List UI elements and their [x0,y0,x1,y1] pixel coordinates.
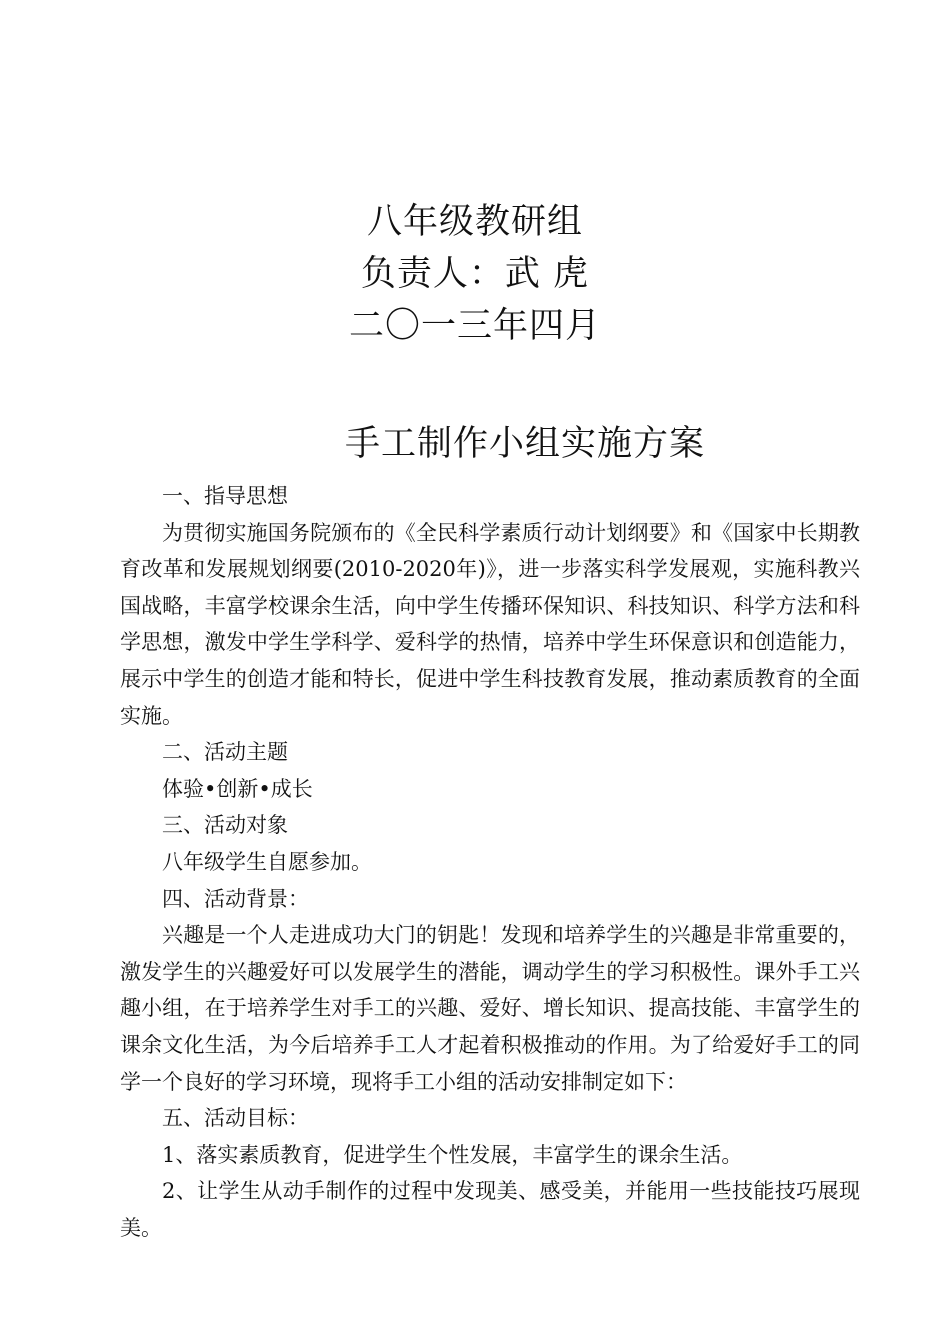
section-heading-background: 四、活动背景： [162,886,309,911]
document-body [120,478,860,1246]
paragraph-background: 兴趣是一个人走进成功大门的钥匙！发现和培养学生的兴趣是非常重要的，激发学生的兴趣爱好可以发展学生的潜能，调动学生的学习积极性。课外手工兴趣小组，在于培养学生对手工的兴趣、爱好、增长知识、提高技能、丰富学生的课余文化生活，为今后培养手工人才起着积极推动的作用。为了给爱好手工的同学一个良好的学习环境，现将手工小组的活动安排制定如下： [120,923,860,1094]
cover-leader: 负责人：武 虎 [360,254,590,294]
document-title: 手工制作小组实施方案 [344,424,705,464]
paragraph-theme: 体验•创新•成长 [162,776,313,801]
goal-item-2: 2、让学生从动手制作的过程中发现美、感受美，并能用一些技能技巧展现美。 [120,1179,860,1240]
goal-item-1: 1、落实素质教育，促进学生个性发展，丰富学生的课余生活。 [162,1142,743,1167]
paragraph-guiding-thought: 为贯彻实施国务院颁布的《全民科学素质行动计划纲要》和《国家中长期教育改革和发展规划纲要(2010-2020年)》，进一步落实科学发展观，实施科教兴国战略，丰富学校课余生活，向中学生传播环保知识、科技知识、科学方法和科学思想，激发中学生学科学、爱科学的热情，培养中学生环保意识和创造能力，展示中学生的创造才能和特长，促进中学生科技教育发展，推动素质教育的全面实施。 [120,520,860,728]
section-heading-goals: 五、活动目标： [162,1106,309,1131]
section-heading-guiding-thought: 一、指导思想 [162,484,288,508]
paragraph-participants: 八年级学生自愿参加。 [162,849,372,874]
section-heading-participants: 三、活动对象 [162,813,288,838]
cover-group: 八年级教研组 [366,202,583,242]
section-heading-theme: 二、活动主题 [162,740,288,765]
cover-date: 二〇一三年四月 [348,306,601,346]
cover-block [0,196,950,352]
